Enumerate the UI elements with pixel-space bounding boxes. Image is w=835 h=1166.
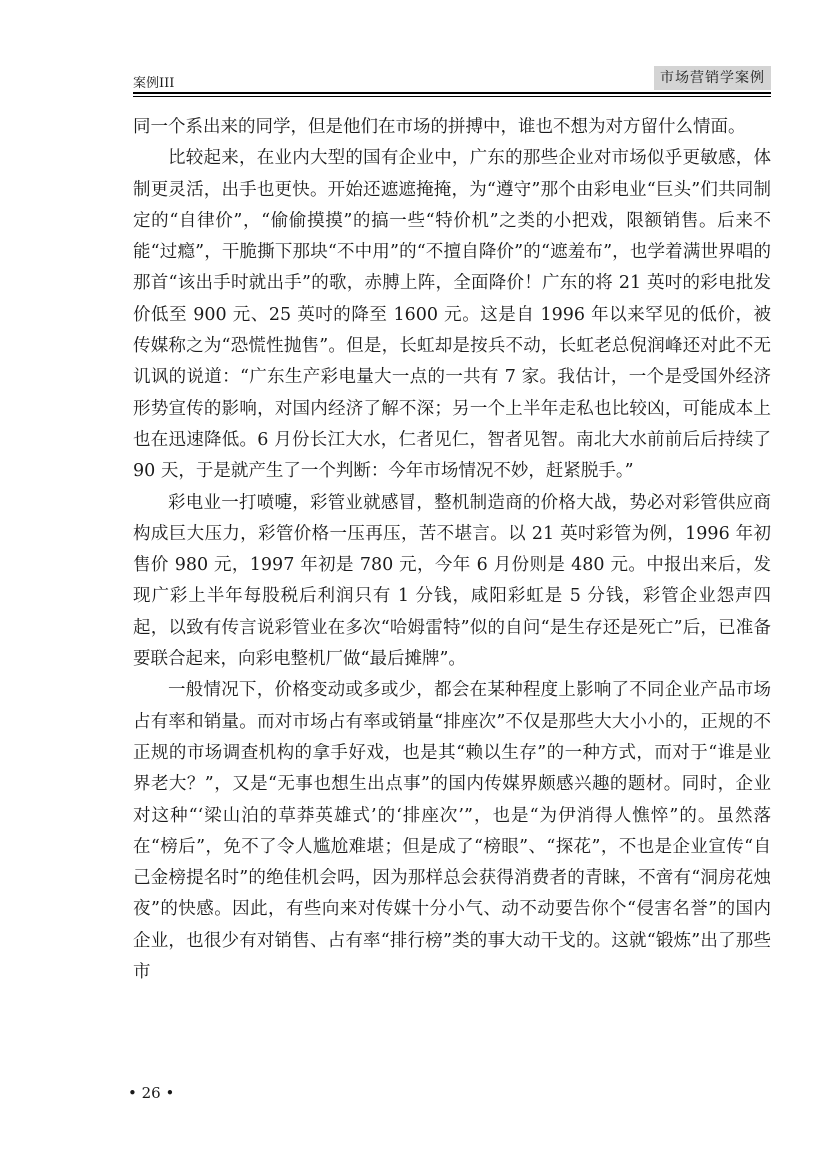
paragraph: 一般情况下，价格变动或多或少，都会在某种程度上影响了不同企业产品市场占有率和销量。而对市场占有率或销量“排座次”不仅是那些大大小小的，正规的不正规的市场调查机构的拿手好戏，也是其“赖以生存”的一种方式，而对于“谁是业界老大？”，又是“无事也想生出点事”的国内传媒界颇感兴趣的题材。同时，企业对这种“‘梁山泊的草莽英雄式’的‘排座次’”，也是“为伊消得人憔悴”的。虽然落在“榜后”，免不了令人尴尬难堪；但是成了“榜眼”、“探花”，不也是企业宣传“自己金榜提名时”的绝佳机会吗，因为那样总会获得消费者的青睐，不啻有“洞房花烛夜”的快感。因此，有些向来对传媒十分小气、动不动要告你个“侵害名誉”的国内企业，也很少有对销售、占有率“排行榜”类的事大动干戈的。这就“锻炼”出了那些市 (133, 680, 771, 983)
book-title: 市场营销学案例 (654, 66, 771, 90)
header-rule-thick (133, 92, 771, 94)
page-header (133, 64, 771, 96)
chapter-label: 案例III (133, 76, 175, 91)
page-number: • 26 • (128, 1084, 175, 1102)
paragraph: 同一个系出来的同学，但是他们在市场的拼搏中，谁也不想为对方留什么情面。 (133, 117, 746, 137)
paragraph: 比较起来，在业内大型的国有企业中，广东的那些企业对市场似乎更敏感，体制更灵活，出手也更快。开始还遮遮掩掩，为“遵守”那个由彩电业“巨头”们共同制定的“自律价”，“偷偷摸摸”的搞一些“特价机”之类的小把戏，限额销售。后来不能“过瘾”，干脆撕下那块“不中用”的“不擅自降价”的“遮羞布”，也学着满世界唱的那首“该出手时就出手”的歌，赤膊上阵，全面降价！广东的将 21 英吋的彩电批发价低至 900 元、25 英吋的降至 1600 元。这是自 1996 年以来罕见的低价，被传媒称之为“恐慌性抛售”。但是，长虹却是按兵不动，长虹老总倪润峰还对此不无讥讽的说道：“广东生产彩电量大一点的一共有 7 家。我估计，一个是受国外经济形势宣传的影响，对国内经济了解不深；另一个上半年走私也比较凶，可能成本上也在迅速降低。6 月份长江大水，仁者见仁，智者见智。南北大水前前后后持续了 90 天，于是就产生了一个判断：今年市场情况不妙，赶紧脱手。” (133, 148, 771, 482)
paragraph: 彩电业一打喷嚏，彩管业就感冒，整机制造商的价格大战，势必对彩管供应商构成巨大压力，彩管价格一压再压，苦不堪言。以 21 英吋彩管为例，1996 年初售价 980 元，1997 年初是 780 元，今年 6 月份则是 480 元。中报出来后，发现广彩上半年每股税后利润只有 1 分钱，咸阳彩虹是 5 分钱，彩管企业怨声四起，以致有传言说彩管业在多次“哈姆雷特”似的自问“是生存还是死亡”后，已准备要联合起来，向彩电整机厂做“最后摊牌”。 (133, 492, 771, 670)
body-text (133, 112, 771, 988)
header-rule-thin (133, 96, 771, 97)
